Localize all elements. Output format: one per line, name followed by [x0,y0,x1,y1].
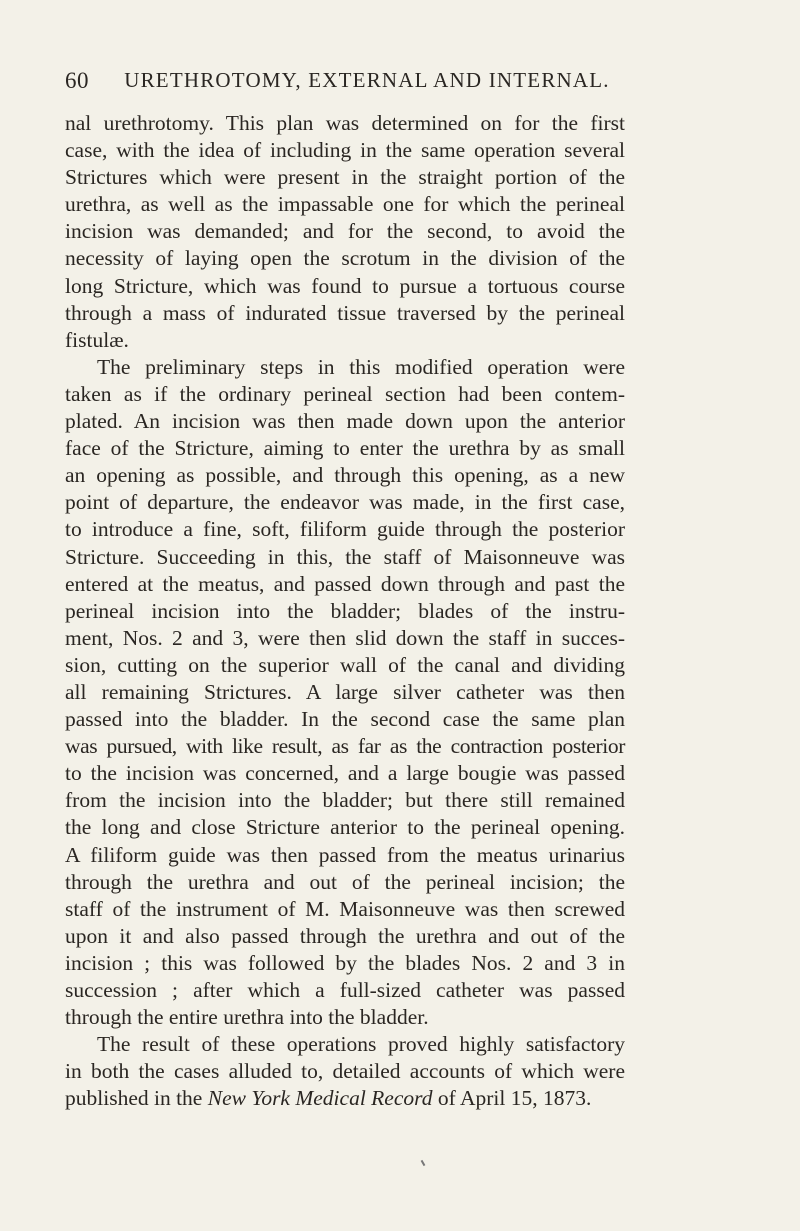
text-line: The preliminary steps in this modified operation were [97,354,625,379]
text-line: to introduce a fine, soft, filiform guide through the posterior [65,517,625,542]
text-line: necessity of laying open the scrotum in the division of the [65,246,625,271]
paragraph-2 [65,354,625,1031]
text-line: face of the Stricture, aiming to enter the urethra by as small [65,436,625,461]
text-line: through the urethra and out of the perineal incision; the [65,869,625,894]
text-line: to the incision was concerned, and a large bougie was passed [65,761,625,786]
text-line: from the incision into the bladder; but there still remained [65,788,625,813]
text-line: incision was demanded; and for the second, to avoid the [65,219,625,244]
text-line: A filiform guide was then passed from the meatus urinarius [65,842,625,867]
body-text [65,110,625,1112]
text-line-citation [65,1085,625,1112]
text-line: perineal incision into the bladder; blades of the instru- [65,598,625,623]
text-line: long Stricture, which was found to pursue a tortuous course [65,273,625,298]
text-line: case, with the idea of including in the same operation several [65,138,625,163]
print-speck [421,1160,426,1166]
page-number: 60 [65,68,89,93]
text-line: in both the cases alluded to, detailed accounts of which were [65,1059,625,1084]
text-line: point of departure, the endeavor was made, in the first case, [65,490,625,515]
page-header [65,68,625,100]
text-line: plated. An incision was then made down upon the anterior [65,409,625,434]
text-line: incision ; this was followed by the blades Nos. 2 and 3 in [65,950,625,975]
text-line: taken as if the ordinary perineal section had been contem- [65,381,625,406]
text-line: succession ; after which a full-sized catheter was passed [65,978,625,1002]
text-line: fistulæ. [65,327,129,352]
text-line: upon it and also passed through the urethra and out of the [65,923,625,948]
running-head: URETHROTOMY, EXTERNAL AND INTERNAL. [124,68,610,92]
text-line: sion, cutting on the superior wall of the canal and dividing [65,652,625,677]
text-line: was pursued, with like result, as far as the contraction posterior [65,734,625,759]
journal-title: New York Medical Record [207,1086,433,1111]
text-line: passed into the bladder. In the second case the same plan [65,707,625,732]
text-line: urethra, as well as the impassable one for which the perineal [65,192,625,217]
text-line: ment, Nos. 2 and 3, were then slid down the staff in succes- [65,625,625,650]
text-line: The result of these operations proved highly satisfactory [97,1032,625,1057]
text-line: the long and close Stricture anterior to the perineal opening. [65,815,625,840]
citation-prefix: published in the [65,1086,208,1111]
text-line: all remaining Strictures. A large silver catheter was then [65,679,625,704]
paragraph-1 [65,110,625,354]
text-line: entered at the meatus, and passed down through and past the [65,571,625,596]
text-line: an opening as possible, and through this opening, as a new [65,463,625,488]
text-line: staff of the instrument of M. Maisonneuve was then screwed [65,896,625,921]
text-line: Stricture. Succeeding in this, the staff of Maisonneuve was [65,544,625,569]
text-line: nal urethrotomy. This plan was determined on for the first [65,111,625,135]
citation-date: of April 15, 1873. [432,1086,592,1111]
text-line: through a mass of indurated tissue traversed by the perineal [65,300,625,325]
text-line: through the entire urethra into the bladder. [65,1005,429,1030]
paragraph-3 [65,1031,625,1112]
text-line: Strictures which were present in the straight portion of the [65,165,625,190]
